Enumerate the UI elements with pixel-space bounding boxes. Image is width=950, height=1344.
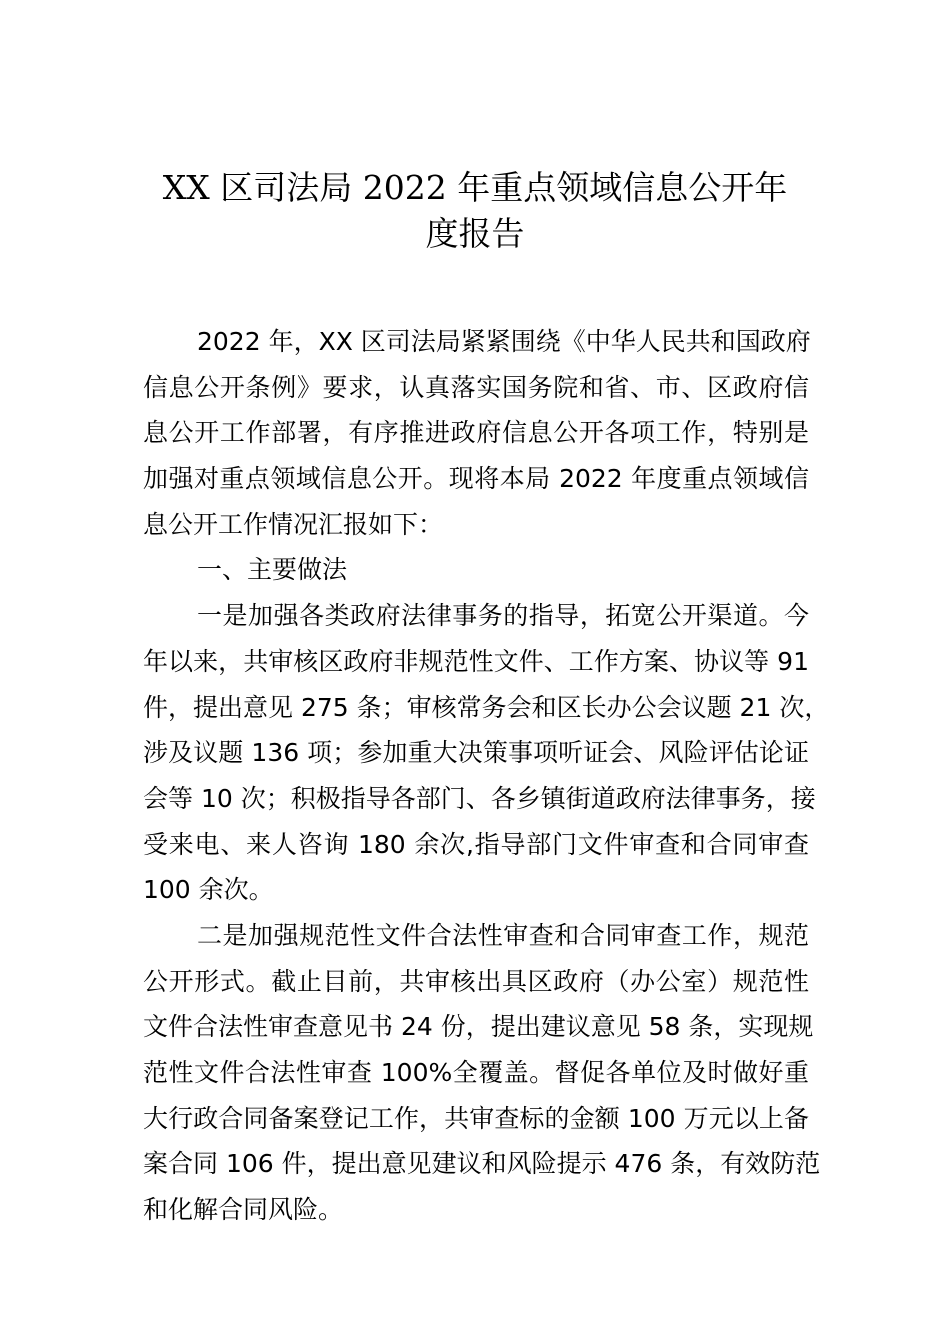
- text-line: 和化解合同风险。: [143, 1195, 344, 1225]
- text-line: 大行政合同备案登记工作，共审查标的金额 100 万元以上备: [143, 1103, 809, 1133]
- paragraph-intro: [143, 319, 809, 547]
- text-line: 息公开工作情况汇报如下：: [143, 509, 444, 539]
- text-line: 加强对重点领域信息公开。现将本局 2022 年度重点领域信: [143, 464, 809, 494]
- text-line: 范性文件合法性审查 100%全覆盖。督促各单位及时做好重: [143, 1058, 809, 1087]
- paragraph-point-1: [143, 593, 830, 913]
- text-line: 受来电、来人咨询 180 余次,指导部门文件审查和合同审查: [143, 829, 809, 859]
- text-line: 信息公开条例》要求，认真落实国务院和省、市、区政府信: [143, 372, 809, 402]
- title-line: 度报告: [425, 213, 525, 253]
- text-line: 息公开工作部署，有序推进政府信息公开各项工作，特别是: [143, 418, 809, 448]
- section-heading-text: 一、主要做法: [197, 555, 348, 585]
- text-line: 件，提出意见 275 条；审核常务会和区长办公会议题 21 次，: [143, 692, 830, 722]
- text-line: 年以来，共审核区政府非规范性文件、工作方案、协议等 91: [143, 646, 809, 676]
- section-heading: [143, 547, 809, 593]
- text-line: 二是加强规范性文件合法性审查和合同审查工作，规范: [197, 920, 809, 950]
- text-line: 文件合法性审查意见书 24 份，提出建议意见 58 条，实现规: [143, 1012, 814, 1042]
- text-line: 案合同 106 件，提出意见建议和风险提示 476 条，有效防范: [143, 1149, 821, 1179]
- text-line: 一是加强各类政府法律事务的指导，拓宽公开渠道。今: [197, 601, 809, 631]
- text-line: 2022 年，XX 区司法局紧紧围绕《中华人民共和国政府: [197, 327, 811, 356]
- document-title: [140, 158, 810, 253]
- text-line: 会等 10 次；积极指导各部门、各乡镇街道政府法律事务，接: [143, 783, 816, 813]
- text-line: 100 余次。: [143, 875, 274, 905]
- title-line: XX 区司法局 2022 年重点领域信息公开年: [162, 168, 788, 207]
- text-line: 公开形式。截止目前，共审核出具区政府（办公室）规范性: [143, 966, 809, 996]
- paragraph-point-2: [143, 913, 821, 1233]
- document-body: [143, 319, 830, 1233]
- text-line: 涉及议题 136 项；参加重大决策事项听证会、风险评估论证: [143, 738, 809, 768]
